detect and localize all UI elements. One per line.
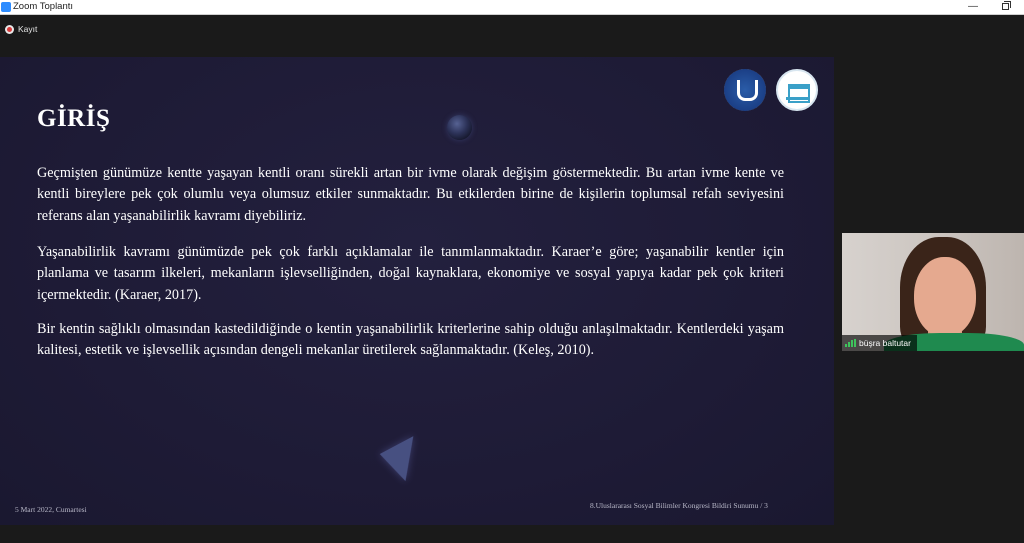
signal-strength-icon [845,339,856,347]
window-title: Zoom Toplantı [13,1,74,12]
participant-name: büşra baltutar [859,338,911,348]
restore-button[interactable] [990,0,1020,14]
decorative-cone-icon [380,436,430,486]
slide-footer-date: 5 Mart 2022, Cumartesi [15,505,87,514]
meeting-topbar [0,16,1024,42]
window-titlebar [0,0,1024,15]
participant-video-tile[interactable] [842,233,1024,351]
slide-footer-title: 8.Uluslararası Sosyal Bilimler Kongresi Bildiri Sunumu / 3 [590,501,768,510]
slide-logos [724,69,818,111]
recording-label: Kayıt [18,24,38,34]
participant-name-label [842,335,917,351]
minimize-button[interactable]: — [968,1,978,12]
recording-indicator[interactable] [5,24,37,34]
university-logo-icon [724,69,766,111]
decorative-orb-icon [447,115,472,140]
restore-icon [1002,3,1009,10]
slide-heading: GİRİŞ [37,105,111,132]
congress-logo-icon [776,69,818,111]
record-icon [5,25,14,34]
participant-video-face [914,257,976,337]
slide-paragraph-3: Bir kentin sağlıklı olmasından kastedildiğinde o kentin yaşanabilirlik kriterlerine sahip olduğu anlaşılmaktadır. Kentlerdeki yaşam kalitesi, estetik ve işlevsellik açısından dengeli mekanlar üretilerek sağlanmaktadır. (Keleş, 2010). [37,321,784,359]
slide-paragraph-2: Yaşanabilirlik kavramı günümüzde pek çok farklı açıklamalar ile tanımlanmaktadır. Karaer’e göre; yaşanabilir kentler için planlama ve tasarım ilkeleri, mekanların işlevselliğinden, doğal kaynaklara, ekonomiye ve sosyal yapıya kadar pek çok kriteri içermektedir. (Karaer, 2017). [37,244,784,303]
slide-paragraph-1: Geçmişten günümüze kentte yaşayan kentli oranı sürekli artan bir ivme olarak değişim göstermektedir. Bu artan ivme kente ve kentli bireylere pek çok olumlu veya olumsuz etkiler sunmaktadır. Bu etkilerden birine de kişilerin toplumsal refah seviyesini referans alan yaşanabilirlik kavramı diyebiliriz. [37,165,784,224]
shared-screen-slide [0,57,834,525]
zoom-app-icon [1,2,11,12]
